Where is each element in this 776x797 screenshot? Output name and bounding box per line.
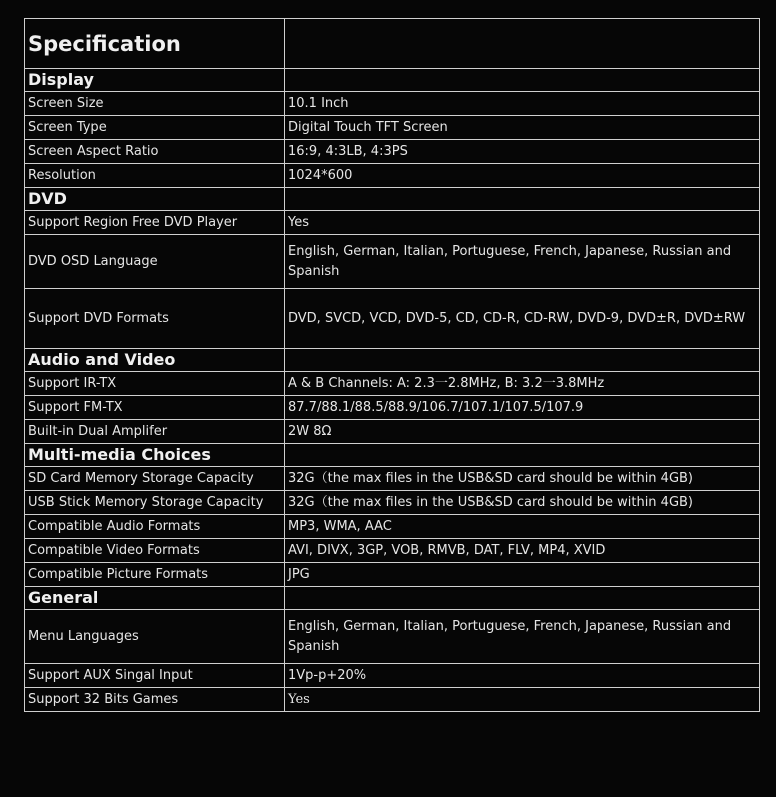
spec-label: Support 32 Bits Games — [25, 688, 285, 712]
section-empty-cell — [285, 587, 760, 610]
spec-value: English, German, Italian, Portuguese, French, Japanese, Russian and Spanish — [285, 610, 760, 664]
spec-value: 32G（the max files in the USB&SD card should be within 4GB) — [285, 491, 760, 515]
spec-label: Compatible Audio Formats — [25, 515, 285, 539]
spec-value: DVD, SVCD, VCD, DVD-5, CD, CD-R, CD-RW, DVD-9, DVD±R, DVD±RW — [285, 289, 760, 349]
spec-label: Menu Languages — [25, 610, 285, 664]
table-row — [25, 688, 760, 712]
spec-value: 87.7/88.1/88.5/88.9/106.7/107.1/107.5/107.9 — [285, 396, 760, 420]
table-row — [25, 289, 760, 349]
table-row — [25, 515, 760, 539]
section-header-general — [25, 587, 760, 610]
spec-label: SD Card Memory Storage Capacity — [25, 467, 285, 491]
spec-value: Yes — [285, 211, 760, 235]
table-row — [25, 563, 760, 587]
table-row — [25, 467, 760, 491]
table-row — [25, 92, 760, 116]
table-row — [25, 396, 760, 420]
spec-label: Compatible Video Formats — [25, 539, 285, 563]
section-empty-cell — [285, 444, 760, 467]
section-empty-cell — [285, 188, 760, 211]
section-header-audio-video — [25, 349, 760, 372]
title-row — [25, 19, 760, 69]
spec-value: 16:9, 4:3LB, 4:3PS — [285, 140, 760, 164]
section-header-dvd — [25, 188, 760, 211]
table-row — [25, 664, 760, 688]
section-header-display — [25, 69, 760, 92]
spec-label: Screen Aspect Ratio — [25, 140, 285, 164]
section-empty-cell — [285, 349, 760, 372]
table-row — [25, 491, 760, 515]
spec-label: DVD OSD Language — [25, 235, 285, 289]
spec-label: Built-in Dual Amplifer — [25, 420, 285, 444]
spec-label: Support Region Free DVD Player — [25, 211, 285, 235]
table-row — [25, 211, 760, 235]
spec-label: Screen Type — [25, 116, 285, 140]
spec-value: Yes — [285, 688, 760, 712]
spec-value: MP3, WMA, AAC — [285, 515, 760, 539]
spec-value: AVI, DIVX, 3GP, VOB, RMVB, DAT, FLV, MP4, XVID — [285, 539, 760, 563]
spec-label: Resolution — [25, 164, 285, 188]
page-title: Specification — [25, 19, 285, 69]
spec-label: Support IR-TX — [25, 372, 285, 396]
spec-value: 32G（the max files in the USB&SD card should be within 4GB) — [285, 467, 760, 491]
spec-label: USB Stick Memory Storage Capacity — [25, 491, 285, 515]
specification-table — [24, 18, 760, 712]
table-row — [25, 539, 760, 563]
table-row — [25, 116, 760, 140]
section-empty-cell — [285, 69, 760, 92]
table-row — [25, 164, 760, 188]
spec-value: 1Vp-p+20% — [285, 664, 760, 688]
spec-label: Compatible Picture Formats — [25, 563, 285, 587]
spec-label: Support AUX Singal Input — [25, 664, 285, 688]
spec-value: Digital Touch TFT Screen — [285, 116, 760, 140]
spec-label: Support DVD Formats — [25, 289, 285, 349]
title-empty-cell — [285, 19, 760, 69]
table-row — [25, 420, 760, 444]
spec-value: 2W 8Ω — [285, 420, 760, 444]
spec-value: 10.1 Inch — [285, 92, 760, 116]
section-heading: Multi-media Choices — [25, 444, 285, 467]
section-heading: Audio and Video — [25, 349, 285, 372]
spec-value: 1024*600 — [285, 164, 760, 188]
section-header-multimedia — [25, 444, 760, 467]
table-row — [25, 235, 760, 289]
table-row — [25, 372, 760, 396]
spec-value: English, German, Italian, Portuguese, French, Japanese, Russian and Spanish — [285, 235, 760, 289]
spec-value: JPG — [285, 563, 760, 587]
table-row — [25, 140, 760, 164]
spec-label: Support FM-TX — [25, 396, 285, 420]
spec-label: Screen Size — [25, 92, 285, 116]
section-heading: Display — [25, 69, 285, 92]
section-heading: General — [25, 587, 285, 610]
table-row — [25, 610, 760, 664]
spec-value: A & B Channels: A: 2.3一2.8MHz, B: 3.2一3.8MHz — [285, 372, 760, 396]
section-heading: DVD — [25, 188, 285, 211]
